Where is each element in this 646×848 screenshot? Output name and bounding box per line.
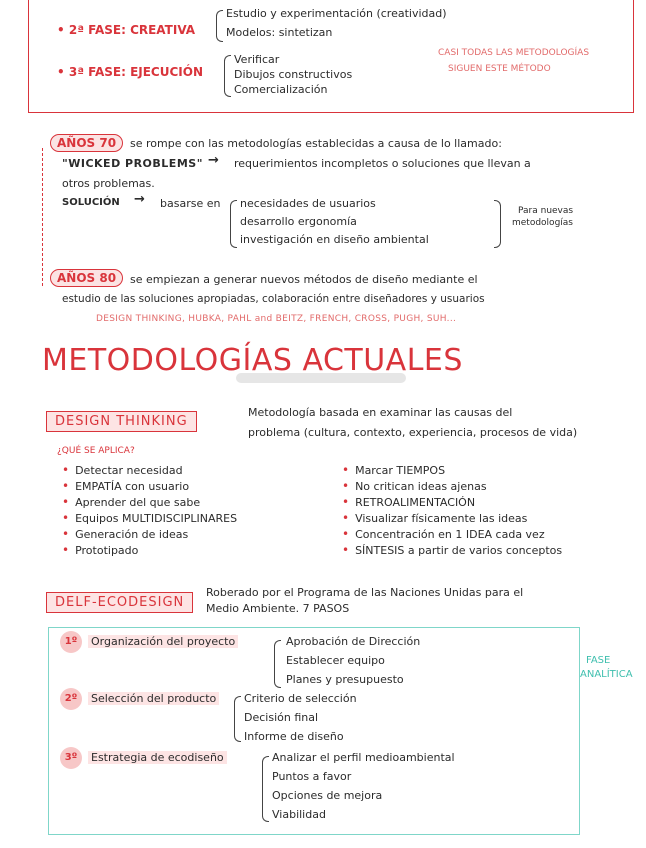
step-number: 2º [60,688,82,710]
list-item: • Aprender del que sabe [62,495,201,509]
dt-question: ¿QUÉ SE APLICA? [57,446,135,456]
step-item: Planes y presupuesto [286,673,404,686]
step-title: Estrategia de ecodiseño [88,751,227,764]
fase3-brace [224,55,231,97]
list-item: • Concentración en 1 IDEA cada vez [342,527,545,541]
step-item: Establecer equipo [286,654,385,667]
solucion-brace-right [494,200,501,248]
dt-desc: problema (cultura, contexto, experiencia, procesos de vida) [248,426,578,439]
section-title: METODOLOGÍAS ACTUALES [42,343,463,378]
fase3-item: Comercialización [234,83,328,96]
solucion-label: SOLUCIÓN [62,197,120,208]
step-item: Decisión final [244,711,319,724]
step-brace [262,756,269,822]
top-note: CASI TODAS LAS METODOLOGÍAS [438,48,590,58]
step-item: Viabilidad [272,808,326,821]
step-brace [234,696,241,742]
ecodesign-label: DELF-ECODESIGN [46,592,193,613]
list-item: • Visualizar físicamente las ideas [342,511,528,525]
list-item: • No critican ideas ajenas [342,479,487,493]
basarse-label: basarse en [160,197,221,210]
fase2-item: Modelos: sintetizan [226,26,333,39]
solucion-side: metodologías [512,218,573,228]
list-item: • EMPATÍA con usuario [62,479,190,493]
solucion-side: Para nuevas [518,206,574,216]
anos70-line2: requerimientos incompletos o soluciones que llevan a [234,157,531,170]
fase-analitica-label: ANALÍTICA [580,669,633,680]
eco-desc: Medio Ambiente. 7 PASOS [206,602,350,615]
arrow-icon: → [208,153,219,168]
fase-analitica-label: FASE [586,655,611,666]
fase3-item: Verificar [234,53,280,66]
dt-left-list [62,462,237,558]
fase2-brace [216,10,223,42]
solucion-item: necesidades de usuarios [240,197,376,210]
list-item: • Prototipado [62,543,139,557]
dt-desc: Metodología basada en examinar las causas del [248,406,513,419]
step-title: Selección del producto [88,692,219,705]
fase2-label: • 2ª FASE: CREATIVA [57,23,196,37]
design-thinking-label: DESIGN THINKING [46,411,197,432]
list-item: • Equipos MULTIDISCIPLINARES [62,511,238,525]
top-note: SIGUEN ESTE MÉTODO [448,64,551,74]
step-title: Organización del proyecto [88,635,238,648]
anos70-badge: AÑOS 70 [50,134,123,152]
list-item: • SÍNTESIS a partir de varios conceptos [342,543,563,557]
eco-desc: Roberado por el Programa de las Naciones Unidas para el [206,586,524,599]
list-item: • Detectar necesidad [62,463,183,477]
fase2-item: Estudio y experimentación (creatividad) [226,7,447,20]
anos70-line3: otros problemas. [62,177,155,190]
step-item: Opciones de mejora [272,789,383,802]
anos70-line1: se rompe con las metodologías establecidas a causa de lo llamado: [130,137,502,150]
step-item: Criterio de selección [244,692,357,705]
step-number: 1º [60,631,82,653]
step-item: Informe de diseño [244,730,344,743]
solucion-item: investigación en diseño ambiental [240,233,429,246]
step-brace [274,640,281,688]
dt-right-list [342,462,562,558]
anos80-line1: se empiezan a generar nuevos métodos de diseño mediante el [130,273,478,286]
list-item: • Marcar TIEMPOS [342,463,446,477]
wicked-problems: "WICKED PROBLEMS" [62,157,203,170]
timeline-dashes [42,148,43,286]
list-item: • RETROALIMENTACIÓN [342,495,476,509]
fase3-item: Dibujos constructivos [234,68,353,81]
fase3-label: • 3ª FASE: EJECUCIÓN [57,65,203,79]
solucion-brace [230,200,237,248]
list-item: • Generación de ideas [62,527,189,541]
step-item: Puntos a favor [272,770,352,783]
anos80-badge: AÑOS 80 [50,269,123,287]
anos80-line2: estudio de las soluciones apropiadas, colaboración entre diseñadores y usuarios [62,293,485,305]
solucion-item: desarrollo ergonomía [240,215,357,228]
step-item: Analizar el perfil medioambiental [272,751,455,764]
anos80-methods: DESIGN THINKING, HUBKA, PAHL and BEITZ, FRENCH, CROSS, PUGH, SUH... [96,314,457,324]
step-item: Aprobación de Dirección [286,635,421,648]
step-number: 3º [60,747,82,769]
arrow-icon: → [134,192,145,207]
